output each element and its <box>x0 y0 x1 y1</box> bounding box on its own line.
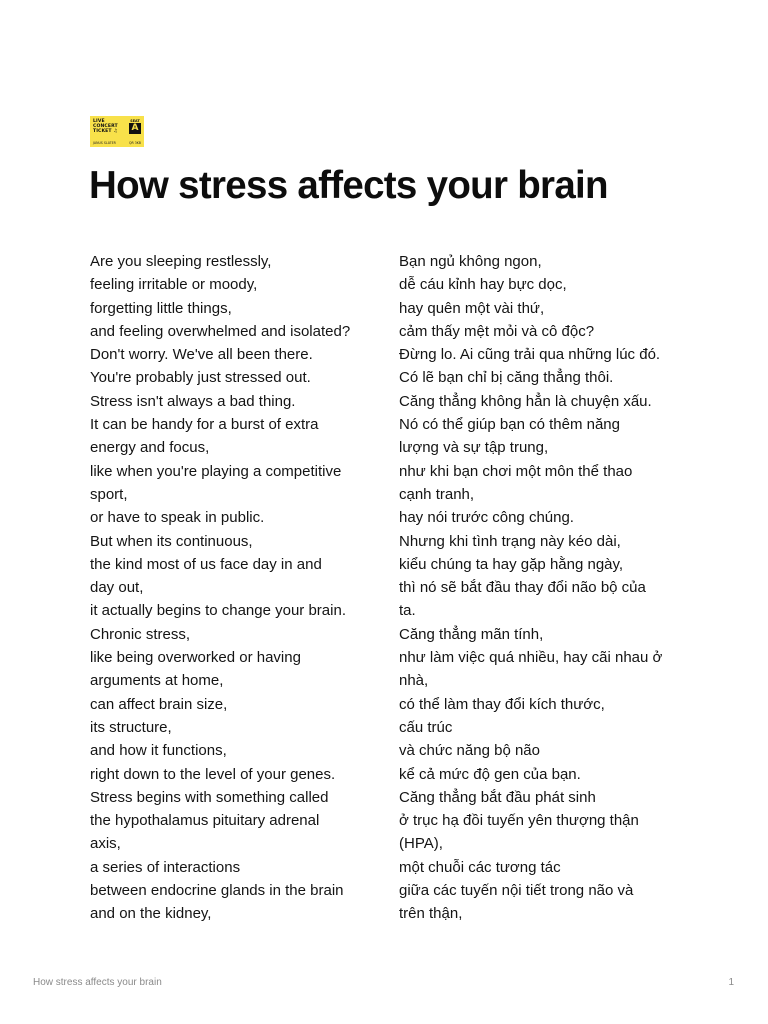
vietnamese-line: có thể làm thay đổi kích thước, <box>399 695 605 713</box>
english-line: But when its continuous, <box>90 532 253 550</box>
logo-line: LIVE <box>93 119 105 124</box>
vietnamese-line: hay quên một vài thứ, <box>399 299 545 317</box>
vietnamese-line: một chuỗi các tương tác <box>399 858 561 876</box>
vietnamese-line: cấu trúc <box>399 718 453 736</box>
english-transcript-column <box>90 250 380 926</box>
english-line: and how it functions, <box>90 742 227 760</box>
vietnamese-line: dễ cáu kỉnh hay bực dọc, <box>399 276 567 294</box>
page-number: 1 <box>728 977 734 988</box>
vietnamese-line: trên thận, <box>399 905 463 923</box>
english-line: and feeling overwhelmed and isolated? <box>90 322 351 340</box>
logo-bottom-left: JANUS SLATER <box>93 141 116 145</box>
english-line: Are you sleeping restlessly, <box>90 253 272 270</box>
concert-ticket-logo <box>90 116 144 147</box>
vietnamese-line: như khi bạn chơi một môn thể thao <box>399 462 633 480</box>
english-line: forgetting little things, <box>90 299 232 317</box>
english-line: it actually begins to change your brain. <box>90 602 346 620</box>
english-line: the hypothalamus pituitary adrenal <box>90 812 320 830</box>
english-line: and on the kidney, <box>90 905 212 923</box>
logo-bottom-right: QR 3KB <box>128 141 141 145</box>
english-line: Chronic stress, <box>90 625 191 643</box>
vietnamese-line: Bạn ngủ không ngon, <box>399 253 542 270</box>
vietnamese-line: cảm thấy mệt mỏi và cô độc? <box>399 322 595 340</box>
vietnamese-line: Căng thẳng bắt đầu phát sinh <box>399 788 596 806</box>
english-line: can affect brain size, <box>90 695 228 713</box>
footer-title: How stress affects your brain <box>33 977 162 988</box>
vietnamese-line: Có lẽ bạn chỉ bị căng thẳng thôi. <box>399 369 614 387</box>
logo-seat-label: SEAT <box>130 119 140 123</box>
english-line: its structure, <box>90 718 172 736</box>
vietnamese-transcript-column <box>399 250 689 926</box>
vietnamese-line: Đừng lo. Ai cũng trải qua những lúc đó. <box>399 346 661 364</box>
english-line: or have to speak in public. <box>90 509 265 527</box>
vietnamese-line: giữa các tuyến nội tiết trong não và <box>399 882 634 900</box>
page-title: How stress affects your brain <box>89 164 608 207</box>
english-line: the kind most of us face day in and <box>90 555 322 573</box>
english-line: arguments at home, <box>90 672 224 690</box>
logo-line: TICKET ♫ <box>93 129 118 135</box>
vietnamese-line: nhà, <box>399 672 429 690</box>
vietnamese-line: Căng thẳng không hẳn là chuyện xấu. <box>399 392 652 410</box>
vietnamese-line: ở trục hạ đồi tuyến yên thượng thận <box>399 812 639 830</box>
english-line: right down to the level of your genes. <box>90 765 336 783</box>
vietnamese-line: ta. <box>399 602 416 620</box>
english-line: Stress isn't always a bad thing. <box>90 392 296 410</box>
vietnamese-line: hay nói trước công chúng. <box>399 509 574 527</box>
english-line: Stress begins with something called <box>90 788 329 806</box>
vietnamese-line: kể cả mức độ gen của bạn. <box>399 765 581 783</box>
logo-seat <box>129 119 141 134</box>
english-line: axis, <box>90 835 121 853</box>
english-line: It can be handy for a burst of extra <box>90 416 319 434</box>
logo-bottom-row <box>93 141 141 145</box>
vietnamese-line: Nhưng khi tình trạng này kéo dài, <box>399 532 621 550</box>
vietnamese-line: lượng và sự tập trung, <box>399 439 549 457</box>
english-line: like being overworked or having <box>90 649 301 667</box>
english-line: a series of interactions <box>90 858 241 876</box>
english-line: feeling irritable or moody, <box>90 276 258 294</box>
english-line: energy and focus, <box>90 439 210 457</box>
logo-text-lines <box>93 119 118 135</box>
english-line: between endocrine glands in the brain <box>90 882 344 900</box>
logo-top-row <box>93 119 141 135</box>
english-line: day out, <box>90 579 144 597</box>
vietnamese-line: và chức năng bộ não <box>399 742 540 760</box>
english-line: You're probably just stressed out. <box>90 369 311 387</box>
english-line: Don't worry. We've all been there. <box>90 346 313 364</box>
english-line: like when you're playing a competitive <box>90 462 342 480</box>
vietnamese-line: Nó có thể giúp bạn có thêm năng <box>399 416 620 434</box>
vietnamese-line: thì nó sẽ bắt đầu thay đổi não bộ của <box>399 579 646 597</box>
vietnamese-line: cạnh tranh, <box>399 485 475 503</box>
vietnamese-line: Căng thẳng mãn tính, <box>399 625 544 643</box>
vietnamese-line: như làm việc quá nhiều, hay cãi nhau ở <box>399 649 663 667</box>
logo-line: CONCERT <box>93 124 118 130</box>
vietnamese-line: (HPA), <box>399 835 443 853</box>
vietnamese-line: kiểu chúng ta hay gặp hằng ngày, <box>399 555 624 573</box>
logo-seat-letter: A <box>129 123 141 134</box>
english-line: sport, <box>90 485 128 503</box>
